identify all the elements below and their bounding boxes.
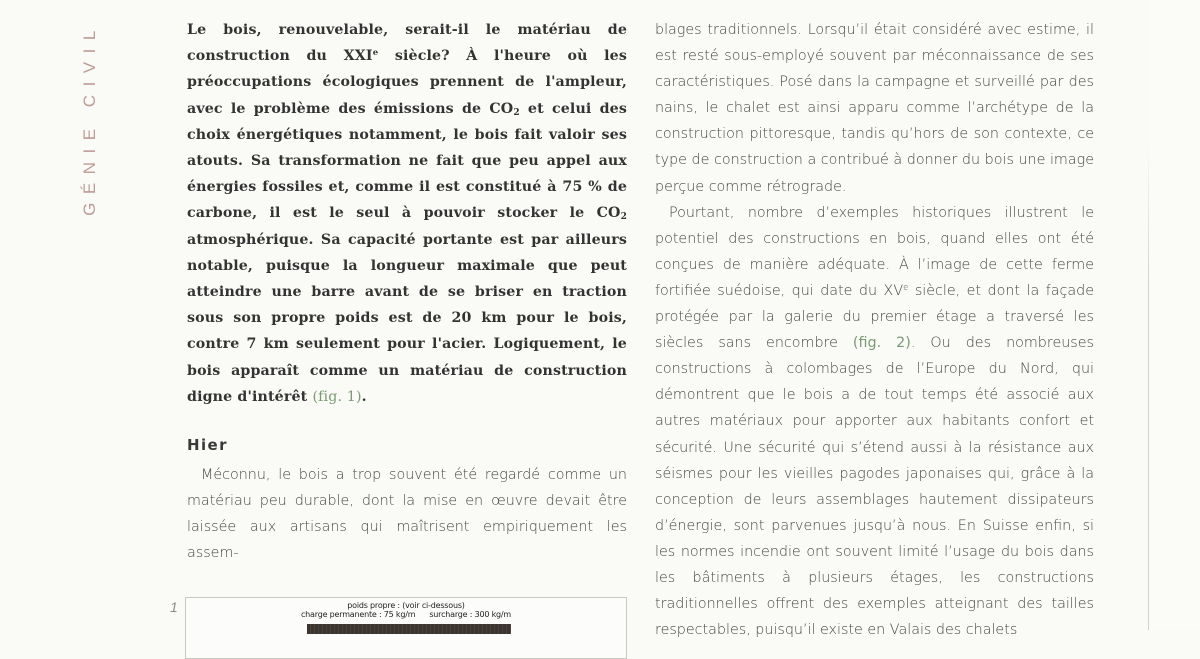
beam-graphic: [307, 624, 511, 634]
figure-reference-link[interactable]: (fig. 2): [852, 335, 911, 352]
body-text: siècle, et dont la façade protégée par la galerie du premier étage a traversé les siècles sans encombre: [655, 282, 1094, 352]
section-heading: Hier: [187, 436, 228, 454]
right-column: [655, 17, 1094, 643]
page-fold-line: [1148, 140, 1149, 630]
lead-text: siècle? À l'heure où les préoccupations écologiques prennent de l'ampleur, avec le problème des émissions de CO: [187, 48, 627, 117]
subscript: 2: [620, 212, 627, 223]
body-paragraph: Méconnu, le bois a trop souvent été regardé comme un matériau peu durable, dont la mise en œuvre devait être laissée aux artisans qui maîtrisent empiriquement les assem-: [187, 467, 627, 562]
body-text: . Ou des nombreuses constructions à colombages de l’Europe du Nord, qui démontrent que le bois a de tout temps été associé aux autres matériaux pour apporter aux habitants confort et sécurité. Une sécurité qui s’étend aussi à la résistance aux séismes pour les vieilles pagodes japonaises qui, grâce à la conception de leurs assemblages hautement dissipateurs d’énergie, sont parvenues jusqu’à nous. En Suisse enfin, si les normes incendie ont souvent limité l’usage du bois dans les bâtiments à plusieurs étages, les constructions traditionnelles offrent des exemples atteignant des tailles respectables, puisqu’il existe en Valais des chalets: [655, 335, 1094, 639]
lead-paragraph: [187, 17, 627, 410]
superscript: e: [372, 48, 379, 59]
body-paragraph: [655, 200, 1094, 644]
body-paragraph: blages traditionnels. Lorsqu’il était considéré avec estime, il est resté sous-employé souvent par méconnaissance de ses caractéristiques. Posé dans la campagne et surveillé par des nains, le chalet est ainsi apparu comme l’archétype de la construction pittoresque, tandis qu’hors de son contexte, ce type de construction a contribué à donner du bois une image perçue comme rétrograde.: [655, 22, 1094, 195]
superscript: e: [903, 282, 909, 293]
page-margin-shade: [1148, 0, 1200, 630]
lead-text: atmosphérique. Sa capacité portante est par ailleurs notable, puisque la longueur maximale que peut atteindre une barre avant de se briser en traction sous son propre poids est de 20 km pour le bois, contre 7 km seulement pour l'acier. Logiquement, le bois apparaît comme un matériau de construction digne d'intérêt: [187, 231, 627, 405]
figure-1-diagram: [185, 597, 627, 659]
figure-caption: [186, 601, 626, 619]
hier-section: [187, 462, 627, 566]
subscript: 2: [513, 107, 520, 118]
caption-surcharge: surcharge : 300 kg/m: [429, 610, 511, 619]
lead-text: et celui des choix énergétiques notamment, le bois fait valoir ses atouts. Sa transformation ne fait que peu appel aux énergies fossiles et, comme il est constitué à 75 % de carbone, il est le seul à pouvoir stocker le CO: [187, 100, 627, 222]
caption-line-1: poids propre : (voir ci-dessous): [347, 601, 465, 610]
lead-text: .: [361, 388, 367, 405]
figure-reference-link[interactable]: (fig. 1): [312, 388, 362, 405]
lead-text: Le bois, renouvelable, serait-il le matériau de construction du XXI: [187, 22, 627, 65]
body-text: Pourtant, nombre d’exemples historiques illustrent le potentiel des constructions en bois, quand elles ont été conçues de manière adéquate. À l’image de cette ferme fortifiée suédoise, qui date du XV: [655, 204, 1094, 299]
caption-line-2: [186, 610, 626, 619]
figure-number: 1: [170, 599, 178, 615]
section-side-label: [78, 14, 102, 224]
caption-permanent-load: charge permanente : 75 kg/m: [300, 610, 416, 619]
left-column: [187, 17, 627, 410]
side-label-text: GÉNIE CIVIL: [80, 22, 100, 216]
